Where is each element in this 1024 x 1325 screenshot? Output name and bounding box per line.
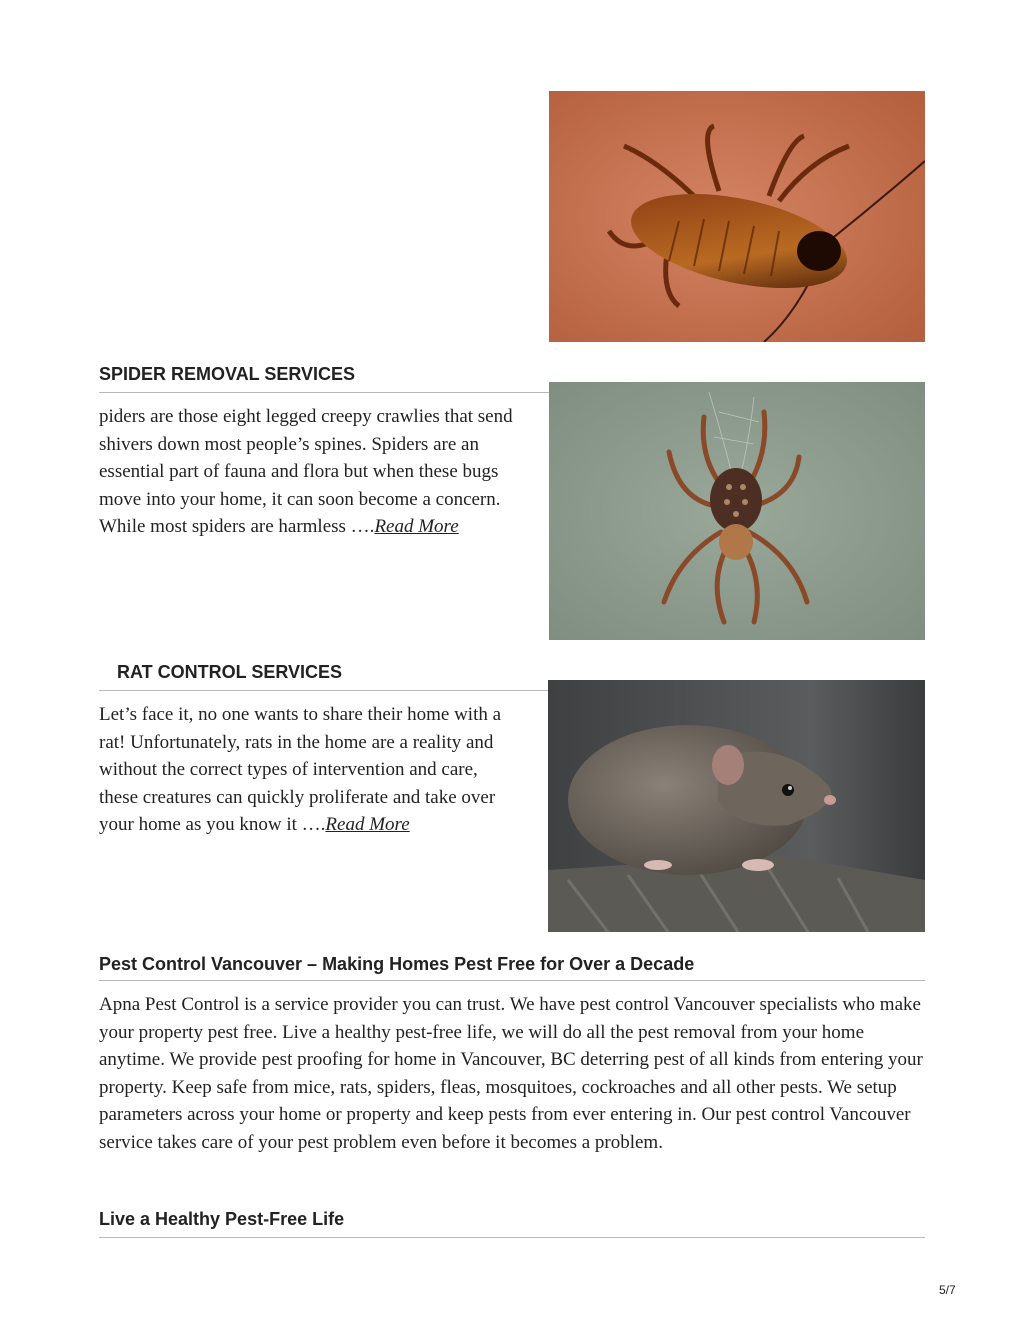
rat-heading-divider	[99, 690, 549, 691]
healthy-section-heading: Live a Healthy Pest-Free Life	[99, 1209, 345, 1229]
vancouver-heading-divider	[99, 980, 925, 981]
spider-section-heading: SPIDER REMOVAL SERVICES	[99, 364, 356, 384]
healthy-heading-divider	[99, 1237, 925, 1238]
rat-description-text: Let’s face it, no one wants to share their home with a rat! Unfortunately, rats in the home are a reality and without the correct types of intervention and care, these creatures can quickly proliferate and take over your home as you know it ….	[99, 704, 502, 836]
spider-photo	[549, 382, 925, 640]
spider-description	[99, 403, 519, 541]
rat-photo	[548, 680, 925, 932]
vancouver-description: Apna Pest Control is a service provider you can trust. We have pest control Vancouver specialists who make your property pest free. Live a healthy pest-free life, we will do all the pest removal from your home anytime. We provide pest proofing for home in Vancouver, BC deterring pest of all kinds from entering your property. Keep safe from mice, rats, spiders, fleas, mosquitoes, cockroaches and all other pests. We setup parameters across your home or property and keep pests from ever entering in. Our pest control Vancouver service takes care of your pest problem even before it becomes a problem.	[99, 994, 923, 1153]
rat-section-heading: RAT CONTROL SERVICES	[117, 662, 343, 682]
page-number: 5/7	[939, 1283, 956, 1297]
rat-description	[99, 701, 519, 839]
rat-read-more-link[interactable]: Read More	[325, 814, 410, 836]
cockroach-photo	[549, 91, 925, 342]
spider-read-more-link[interactable]: Read More	[374, 516, 459, 538]
spider-heading-divider	[99, 392, 549, 393]
vancouver-section-heading: Pest Control Vancouver – Making Homes Pest Free for Over a Decade	[99, 954, 695, 974]
spider-description-text: piders are those eight legged creepy crawlies that send shivers down most people’s spines. Spiders are an essential part of fauna and flora but when these bugs move into your home, it can soon become a concern. While most spiders are harmless ….	[99, 406, 513, 538]
